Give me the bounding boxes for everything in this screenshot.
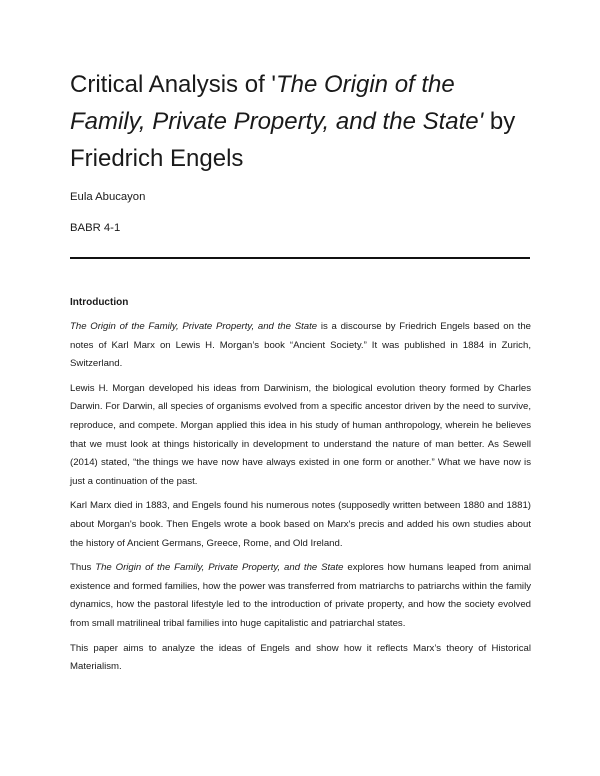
title-suffix: by Friedrich Engels	[70, 108, 516, 172]
paragraph-2: Lewis H. Morgan developed his ideas from Darwinism, the biological evolution theory formed by Charles Darwin. For Darwin, all species of organisms evolved from a specific ancestor driven by the need to survive, reproduce, and compete. Morgan applied this idea in his study of human anthropology, wherein he believes that we must look at things historically in development to understand the nature of man better. As Sewell (2014) stated, “the things we have now have always existed in one form or another.” What we have now is just a continuation of the past.	[70, 382, 531, 487]
author-name: Eula Abucayon	[70, 191, 146, 203]
paragraph-4-text: explores how humans leaped from animal existence and formed families, how the power was transferred from matriarchs to patriarchs within the family dynamics, how the pastoral lifestyle led to the introduction of private property, and how the society evolved from small matrilineal tribal families into huge capitalistic and patriarchal states.	[70, 562, 531, 629]
document-title	[70, 66, 532, 177]
paragraph-4	[70, 559, 531, 633]
title-book-name: The Origin of the Family, Private Property, and the State'	[70, 71, 484, 135]
paragraph-4-prefix: Thus	[70, 562, 96, 574]
paragraph-1-book-title: The Origin of the Family, Private Property, and the State	[70, 321, 318, 332]
paragraph-5: This paper aims to analyze the ideas of Engels and show how it reflects Marx’s theory of Historical Materialism.	[70, 642, 531, 673]
title-prefix: Critical Analysis of '	[70, 71, 276, 98]
document-body	[70, 294, 531, 683]
section-heading: Introduction	[70, 297, 129, 308]
course-code: BABR 4-1	[70, 222, 121, 234]
paragraph-4-book-title: The Origin of the Family, Private Property, and the State	[95, 562, 344, 574]
horizontal-divider	[70, 257, 530, 259]
paragraph-1	[70, 318, 531, 374]
paragraph-1-text: is a discourse by Friedrich Engels based on the notes of Karl Marx on Lewis H. Morgan’s book “Ancient Society.” It was published in 1884 in Zurich, Switzerland.	[70, 321, 531, 370]
paragraph-3: Karl Marx died in 1883, and Engels found his numerous notes (supposedly written between 1880 and 1881) about Morgan's book. Then Engels wrote a book based on Marx's precis and added his own studies about the history of Ancient Germans, Greece, Rome, and Old Ireland.	[70, 500, 531, 549]
